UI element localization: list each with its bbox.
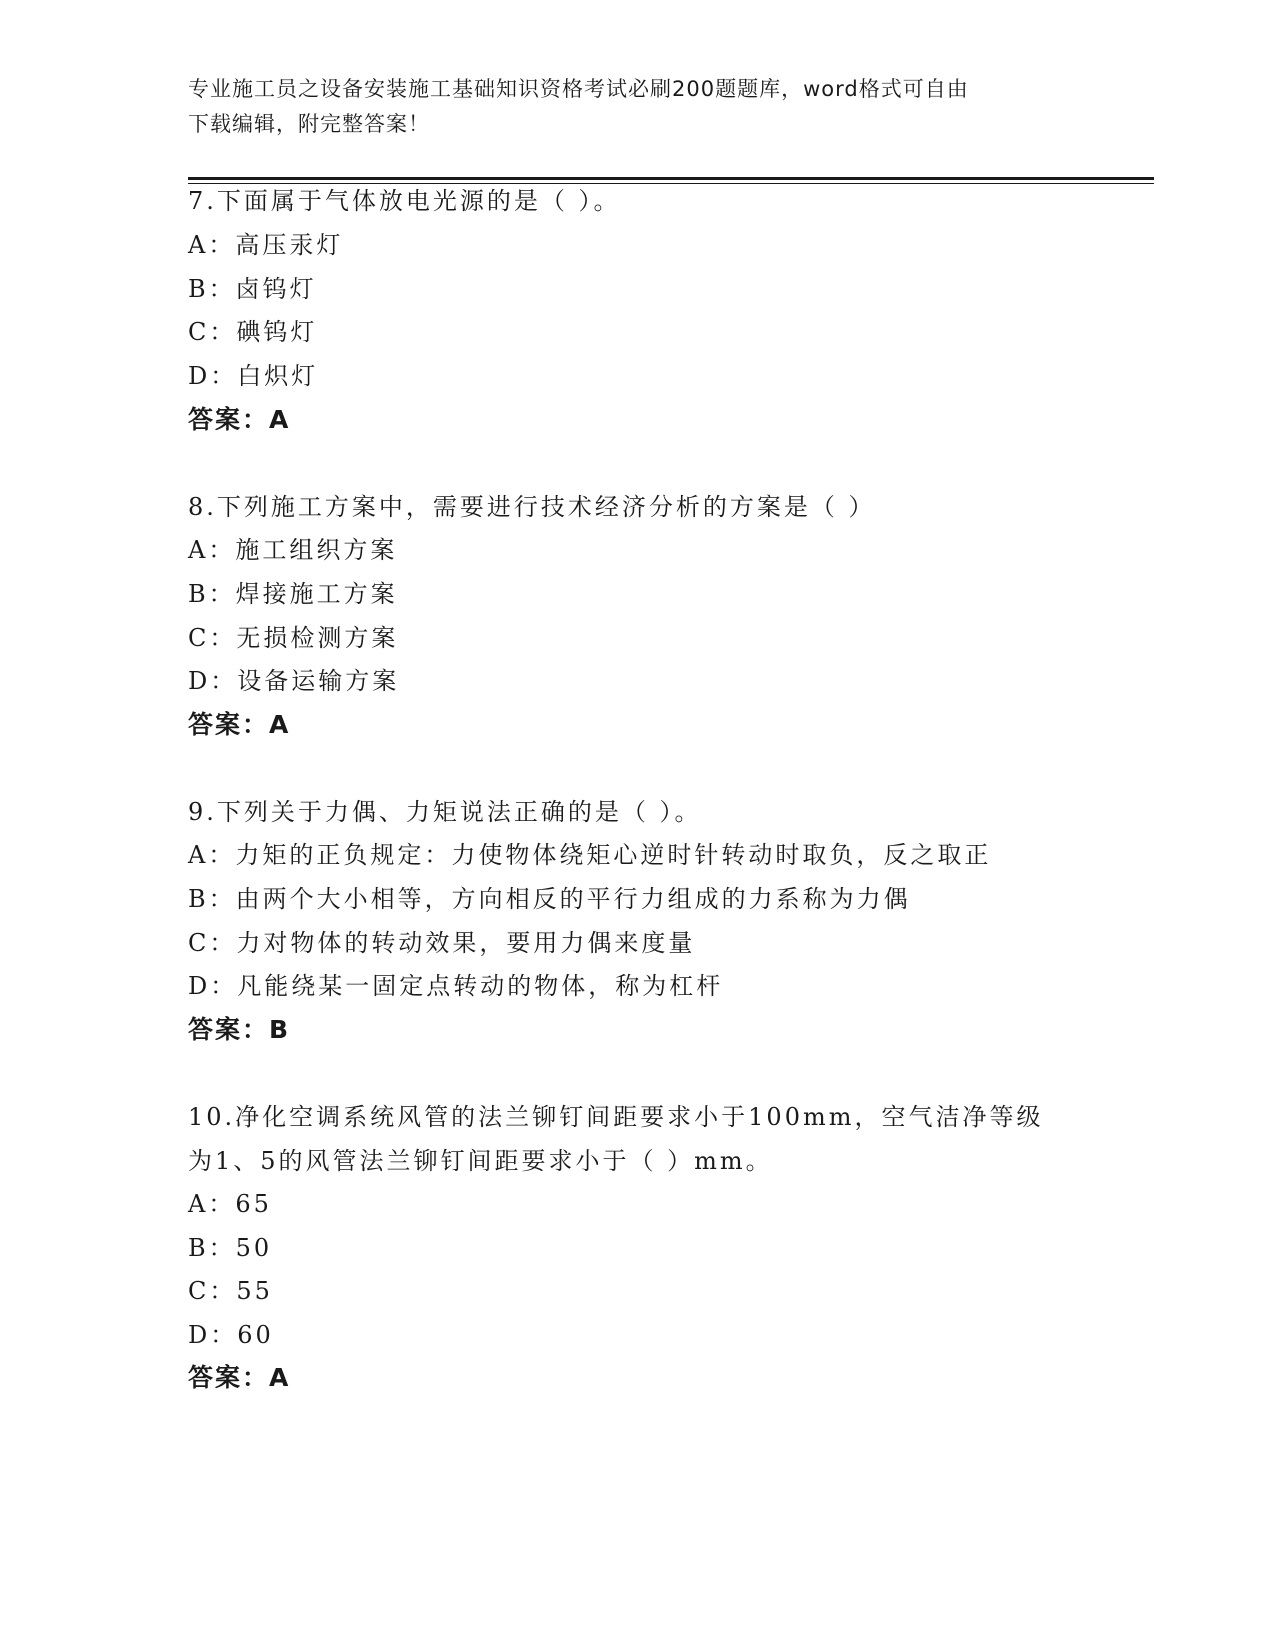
header-divider-thin: [188, 183, 1154, 184]
question-8-option-c: C：无损检测方案: [188, 624, 399, 652]
question-7-option-b: B：卤钨灯: [188, 275, 317, 303]
question-9-answer: 答案：B: [188, 1015, 291, 1044]
question-8-option-d: D：设备运输方案: [188, 667, 400, 695]
question-10-answer: 答案：A: [188, 1363, 291, 1392]
question-8-option-a: A：施工组织方案: [188, 536, 398, 564]
question-8-stem: 8.下列施工方案中，需要进行技术经济分析的方案是（ ）: [188, 493, 876, 521]
question-7-option-d: D：白炽灯: [188, 362, 319, 390]
question-10-option-d: D：60: [188, 1321, 274, 1349]
question-7-answer: 答案：A: [188, 405, 291, 434]
question-8-option-b: B：焊接施工方案: [188, 580, 398, 608]
question-9-option-d: D：凡能绕某一固定点转动的物体，称为杠杆: [188, 972, 724, 1000]
question-10-stem-line-2: 为1、5的风管法兰铆钉间距要求小于（ ）mm。: [188, 1147, 773, 1175]
question-9-option-c: C：力对物体的转动效果，要用力偶来度量: [188, 929, 696, 957]
question-7-option-c: C：碘钨灯: [188, 318, 318, 346]
question-7-stem: 7.下面属于气体放电光源的是（ ）。: [188, 187, 621, 215]
question-10-option-b: B：50: [188, 1234, 273, 1262]
question-8-answer: 答案：A: [188, 710, 291, 739]
question-10-stem-line-1: 10.净化空调系统风管的法兰铆钉间距要求小于100mm，空气洁净等级: [188, 1103, 1044, 1131]
question-9-stem: 9.下列关于力偶、力矩说法正确的是（ ）。: [188, 798, 702, 826]
question-9-option-a: A：力矩的正负规定：力使物体绕矩心逆时针转动时取负，反之取正: [188, 841, 992, 869]
question-10-option-c: C：55: [188, 1277, 273, 1305]
header-divider-thick: [188, 177, 1154, 180]
header-line-1: 专业施工员之设备安装施工基础知识资格考试必刷200题题库，word格式可自由: [188, 77, 969, 101]
question-7-option-a: A：高压汞灯: [188, 231, 344, 259]
question-9-option-b: B：由两个大小相等，方向相反的平行力组成的力系称为力偶: [188, 885, 911, 913]
header-line-2: 下载编辑，附完整答案！: [188, 112, 430, 136]
question-10-option-a: A：65: [188, 1190, 272, 1218]
document-header: [188, 72, 1068, 142]
